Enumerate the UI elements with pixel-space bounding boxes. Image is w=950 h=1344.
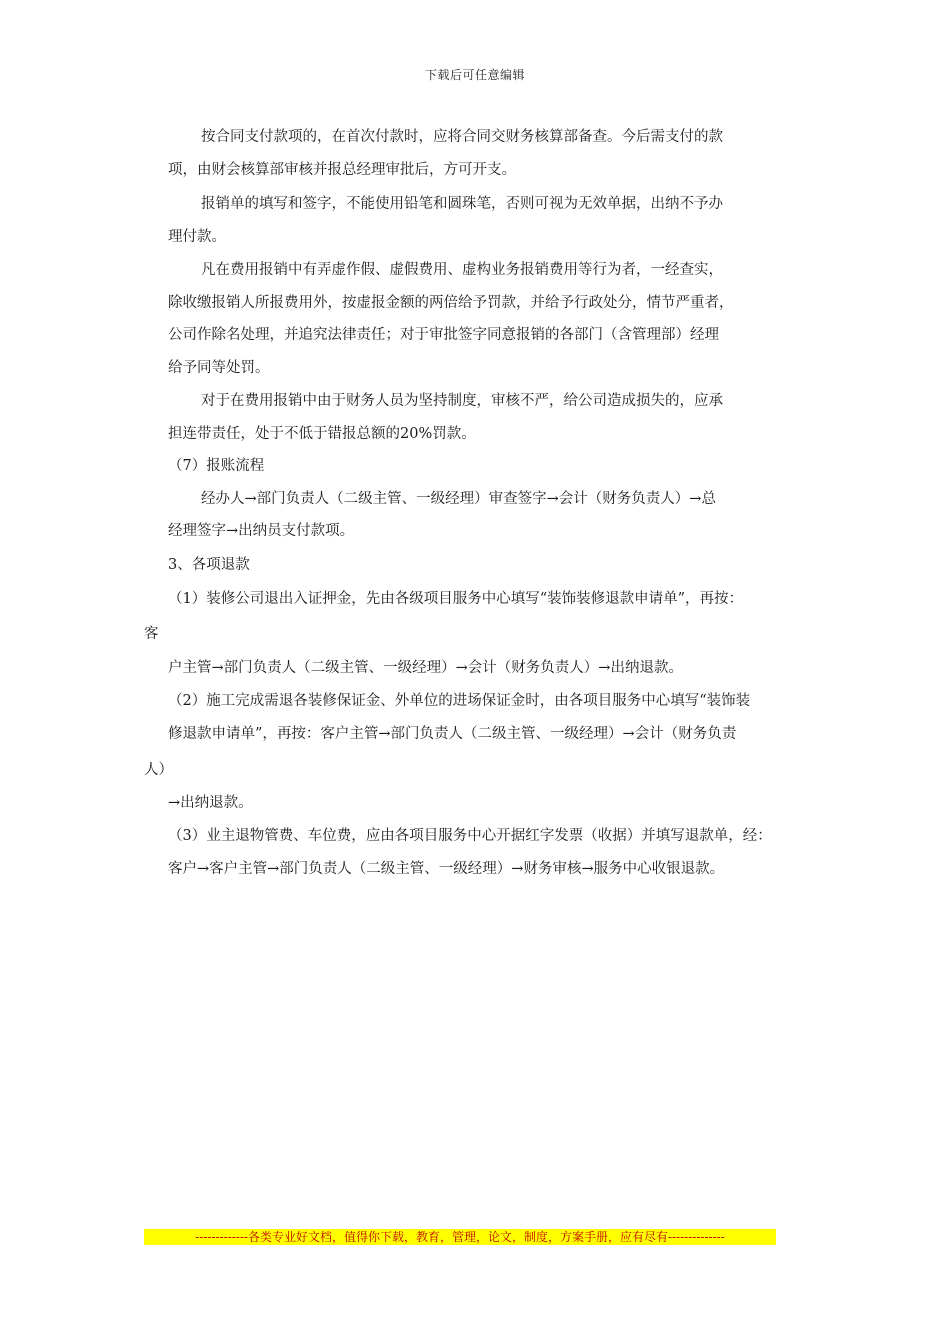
paragraph-line: 报销单的填写和签字，不能使用铅笔和圆珠笔，否则可视为无效单据，出纳不予办 (201, 196, 723, 212)
footer-banner: -------------各类专业好文档，值得你下载，教育，管理，论文，制度，方案手册，应有尽有-------------- (144, 1229, 776, 1245)
section-heading: （7）报账流程 (168, 458, 265, 474)
paragraph-line: 按合同支付款项的，在首次付款时，应将合同交财务核算部备查。今后需支付的款 (201, 129, 723, 145)
paragraph-line: 人） (144, 762, 173, 778)
paragraph-line: 除收缴报销人所报费用外，按虚报金额的两倍给予罚款，并给予行政处分，情节严重者， (168, 295, 734, 311)
paragraph-line: 公司作除名处理，并追究法律责任；对于审批签字同意报销的各部门（含管理部）经理 (168, 327, 719, 343)
paragraph-line: 经办人→部门负责人（二级主管、一级经理）审查签字→会计（财务负责人）→总 (201, 491, 716, 507)
paragraph-line: 凡在费用报销中有弄虚作假、虚假费用、虚构业务报销费用等行为者，一经查实， (201, 262, 723, 278)
paragraph-line: →出纳退款。 (168, 795, 253, 811)
paragraph-line: （1）装修公司退出入证押金，先由各级项目服务中心填写“装饰装修退款申请单”，再按： (168, 591, 744, 607)
paragraph-line: 客 (144, 626, 159, 642)
paragraph-line: 客户→客户主管→部门负责人（二级主管、一级经理）→财务审核→服务中心收银退款。 (168, 861, 725, 877)
paragraph-line: （2）施工完成需退各装修保证金、外单位的进场保证金时，由各项目服务中心填写“装饰装 (168, 693, 751, 709)
paragraph-line: 经理签字→出纳员支付款项。 (168, 523, 355, 539)
paragraph-line: 修退款申请单”，再按：客户主管→部门负责人（二级主管、一级经理）→会计（财务负责 (168, 726, 737, 742)
paragraph-line: 对于在费用报销中由于财务人员为坚持制度，审核不严，给公司造成损失的，应承 (201, 393, 723, 409)
paragraph-line: 担连带责任，处于不低于错报总额的20%罚款。 (168, 426, 476, 442)
paragraph-line: （3）业主退物管费、车位费，应由各项目服务中心开据红字发票（收据）并填写退款单，经： (168, 828, 772, 844)
section-heading: 3、各项退款 (168, 557, 250, 573)
paragraph-line: 给予同等处罚。 (168, 360, 270, 376)
paragraph-line: 理付款。 (168, 229, 226, 245)
paragraph-line: 户主管→部门负责人（二级主管、一级经理）→会计（财务负责人）→出纳退款。 (168, 660, 683, 676)
paragraph-line: 项，由财会核算部审核并报总经理审批后，方可开支。 (168, 162, 516, 178)
page-header: 下载后可任意编辑 (424, 68, 525, 82)
